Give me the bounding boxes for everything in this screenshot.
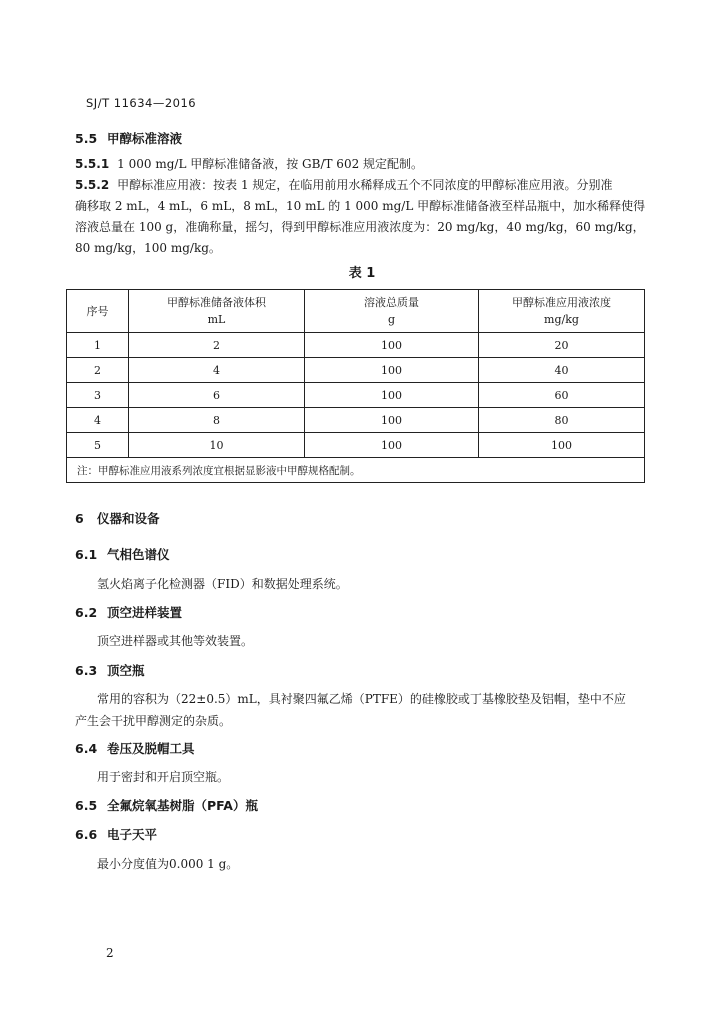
paragraph-5-5-2 <box>75 175 645 259</box>
table-row <box>67 333 645 358</box>
table-row <box>67 358 645 383</box>
section-6-6-heading <box>75 825 157 843</box>
table-row <box>67 383 645 408</box>
table-cell: 3 <box>67 383 129 408</box>
section-title: 甲醇标准溶液 <box>107 131 183 146</box>
section-6-1-text: 氢火焰离子化检测器（FID）和数据处理系统。 <box>97 577 348 591</box>
clause-number: 5.5.2 <box>75 178 110 192</box>
table-cell: 5 <box>67 433 129 458</box>
section-6-3-text-line: 常用的容积为（22±0.5）mL，具衬聚四氟乙烯（PTFE）的硅橡胶或丁基橡胶垫及铝帽，垫中不应 <box>97 692 626 706</box>
clause-text: 1 000 mg/L 甲醇标准储备液，按 GB/T 602 规定配制。 <box>117 157 424 171</box>
table-cell: 20 <box>479 333 645 358</box>
table-cell: 100 <box>305 358 479 383</box>
table-cell: 40 <box>479 358 645 383</box>
table-cell: 6 <box>129 383 305 408</box>
clause-text-line: 溶液总量在 100 g，准确称量，摇匀，得到甲醇标准应用液浓度为：20 mg/kg，40 mg/kg，60 mg/kg， <box>75 220 645 234</box>
page-number: 2 <box>106 946 114 960</box>
section-6-4-text: 用于密封和开启顶空瓶。 <box>97 770 230 784</box>
section-number: 6 <box>75 511 84 526</box>
table-cell: 2 <box>129 333 305 358</box>
section-6-3-heading <box>75 661 145 679</box>
section-title: 卷压及脱帽工具 <box>107 741 195 756</box>
section-number: 5.5 <box>75 131 98 146</box>
table-cell: 10 <box>129 433 305 458</box>
section-number: 6.4 <box>75 741 98 756</box>
section-number: 6.3 <box>75 663 98 678</box>
section-title: 顶空进样装置 <box>107 605 183 620</box>
table-note: 注：甲醇标准应用液系列浓度宜根据显影液中甲醇规格配制。 <box>67 458 645 483</box>
section-title: 顶空瓶 <box>107 663 145 678</box>
table-cell: 100 <box>305 433 479 458</box>
section-title: 电子天平 <box>107 827 158 842</box>
table-cell: 80 <box>479 408 645 433</box>
section-6-4-heading <box>75 739 195 757</box>
table-cell: 100 <box>305 408 479 433</box>
section-title: 全氟烷氧基树脂（PFA）瓶 <box>107 798 258 813</box>
table-note-row <box>67 458 645 483</box>
table-cell: 2 <box>67 358 129 383</box>
table-row <box>67 408 645 433</box>
header-cell: 甲醇标准应用液浓度 mg/kg <box>479 290 645 333</box>
section-title: 仪器和设备 <box>97 511 160 526</box>
section-6-2-text: 顶空进样器或其他等效装置。 <box>97 634 254 648</box>
paragraph-5-5-1 <box>75 154 423 175</box>
section-6-1-heading <box>75 545 170 563</box>
section-6-6-text: 最小分度值为0.000 1 g。 <box>97 857 239 871</box>
table-header-row <box>67 290 645 333</box>
section-title: 气相色谱仪 <box>107 547 170 562</box>
table-caption: 表 1 <box>348 266 376 281</box>
header-cell: 甲醇标准储备液体积 mL <box>129 290 305 333</box>
clause-text-line: 确移取 2 mL，4 mL，6 mL，8 mL，10 mL 的 1 000 mg/L 甲醇标准储备液至样品瓶中，加水稀释使得 <box>75 199 646 213</box>
standard-solution-table <box>66 289 645 483</box>
section-6-5-heading <box>75 796 258 814</box>
section-number: 6.2 <box>75 605 98 620</box>
table-row <box>67 433 645 458</box>
clause-text-line: 甲醇标准应用液：按表 1 规定，在临用前用水稀释成五个不同浓度的甲醇标准应用液。分别准 <box>117 178 613 192</box>
table-cell: 8 <box>129 408 305 433</box>
section-6-3-text-line: 产生会干扰甲醇测定的杂质。 <box>75 714 232 728</box>
table-cell: 100 <box>305 383 479 408</box>
table-cell: 100 <box>305 333 479 358</box>
table-cell: 4 <box>129 358 305 383</box>
section-5-5-heading <box>75 129 182 147</box>
header-cell: 序号 <box>67 290 129 333</box>
section-number: 6.5 <box>75 798 98 813</box>
header-cell: 溶液总质量 g <box>305 290 479 333</box>
table-cell: 100 <box>479 433 645 458</box>
section-6-2-heading <box>75 603 182 621</box>
standard-header: SJ/T 11634—2016 <box>86 96 197 110</box>
section-number: 6.6 <box>75 827 98 842</box>
clause-text-line: 80 mg/kg，100 mg/kg。 <box>75 241 221 255</box>
section-number: 6.1 <box>75 547 98 562</box>
table-cell: 60 <box>479 383 645 408</box>
section-6-heading <box>75 509 160 527</box>
clause-number: 5.5.1 <box>75 157 110 171</box>
table-cell: 1 <box>67 333 129 358</box>
table-cell: 4 <box>67 408 129 433</box>
